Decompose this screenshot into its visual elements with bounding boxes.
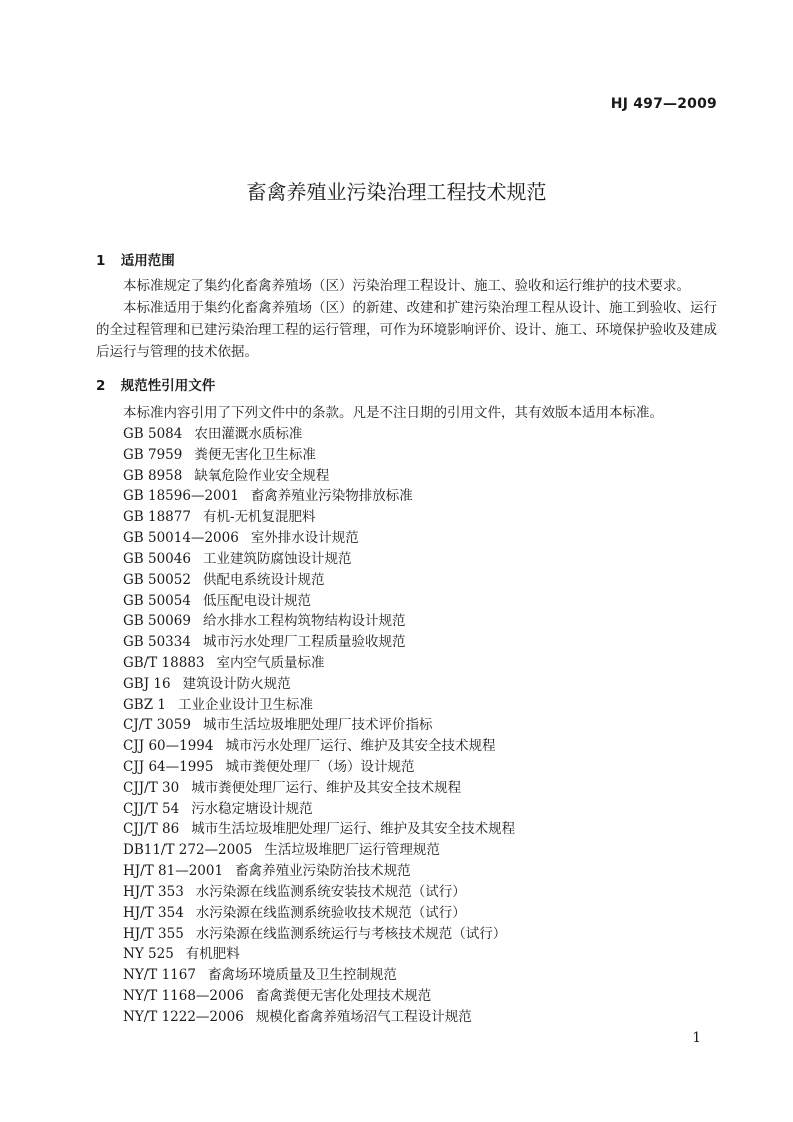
reference-code: GBZ 1 [123, 696, 166, 713]
reference-title: 生活垃圾堆肥厂运行管理规范 [264, 842, 440, 859]
reference-title: 供配电系统设计规范 [202, 571, 325, 588]
section-title: 规范性引用文件 [120, 378, 216, 394]
reference-title: 农田灌溉水质标准 [194, 426, 303, 442]
reference-item [123, 819, 515, 840]
reference-code: GB 7959 [123, 446, 183, 463]
reference-item [123, 695, 515, 716]
reference-title: 畜禽场环境质量及卫生控制规范 [207, 967, 397, 984]
reference-item [123, 903, 515, 924]
reference-title: 畜禽养殖业污染防治技术规范 [235, 863, 411, 880]
reference-code: GBJ 16 [123, 675, 171, 692]
reference-item [123, 445, 515, 466]
reference-item [123, 507, 515, 528]
reference-code: NY/T 1222—2006 [123, 1008, 244, 1025]
reference-item [123, 799, 515, 820]
reference-item [123, 653, 515, 674]
reference-item [123, 528, 515, 549]
reference-code: NY/T 1168—2006 [123, 987, 244, 1004]
reference-item [123, 840, 515, 861]
reference-title: 畜禽养殖业污染物排放标准 [250, 488, 413, 505]
reference-title: 水污染源在线监测系统运行与考核技术规范（试行） [195, 925, 507, 942]
section-title: 适用范围 [120, 253, 175, 269]
document-title: 畜禽养殖业污染治理工程技术规范 [246, 180, 547, 204]
reference-code: GB 18596—2001 [123, 488, 239, 505]
reference-title: 水污染源在线监测系统安装技术规范（试行） [195, 883, 466, 900]
reference-code: HJ/T 354 [123, 904, 184, 921]
reference-code: CJJ 64—1995 [123, 759, 214, 775]
reference-title: 城市粪便处理厂运行、维护及其安全技术规程 [191, 779, 462, 796]
reference-item [123, 986, 515, 1007]
reference-code: GB 50014—2006 [123, 530, 239, 547]
paragraph: 本标准规定了集约化畜禽养殖场（区）污染治理工程设计、施工、验收和运行维护的技术要求。 [123, 278, 690, 294]
reference-item [123, 632, 515, 653]
reference-title: 建筑设计防火规范 [182, 675, 291, 692]
reference-title: 粪便无害化卫生标准 [194, 446, 316, 463]
paragraph: 本标准内容引用了下列文件中的条款。凡是不注日期的引用文件，其有效版本适用本标准。 [123, 405, 663, 421]
reference-item [123, 965, 515, 986]
reference-code: GB 50334 [123, 634, 191, 651]
reference-list [123, 424, 515, 1028]
reference-title: 城市污水处理厂工程质量验收规范 [202, 634, 406, 651]
reference-code: DB11/T 272—2005 [123, 842, 253, 859]
paragraph: 本标准适用于集约化畜禽养殖场（区）的新建、改建和扩建污染治理工程从设计、施工到验收、运行的全过程管理和已建污染治理工程的运行管理，可作为环境影响评价、设计、施工、环境保护验收及建成后运行与管理的技术依据。 [96, 300, 717, 360]
reference-code: GB 50052 [123, 571, 191, 588]
reference-title: 有机-无机复混肥料 [202, 509, 316, 526]
reference-code: NY/T 1167 [123, 967, 196, 984]
reference-title: 污水稳定塘设计规范 [191, 800, 313, 817]
reference-title: 室外排水设计规范 [250, 530, 359, 547]
reference-code: GB 18877 [123, 509, 191, 526]
section-number: 1 [96, 253, 106, 269]
reference-item [123, 736, 515, 757]
reference-title: 低压配电设计规范 [202, 592, 311, 609]
reference-item [123, 570, 515, 591]
reference-title: 城市生活垃圾堆肥处理厂技术评价指标 [202, 717, 433, 734]
reference-item [123, 924, 515, 945]
reference-title: 给水排水工程构筑物结构设计规范 [202, 613, 406, 630]
reference-code: HJ/T 355 [123, 925, 184, 942]
reference-code: NY 525 [123, 946, 174, 963]
reference-code: GB/T 18883 [123, 654, 205, 671]
reference-item [123, 882, 515, 903]
reference-title: 有机肥料 [185, 946, 240, 963]
reference-code: GB 8958 [123, 467, 183, 484]
reference-title: 水污染源在线监测系统验收技术规范（试行） [195, 904, 466, 921]
reference-title: 规模化畜禽养殖场沼气工程设计规范 [255, 1008, 472, 1025]
section-number: 2 [96, 378, 106, 394]
reference-item [123, 715, 515, 736]
reference-code: HJ/T 353 [123, 883, 184, 900]
reference-item [123, 424, 515, 445]
reference-item [123, 591, 515, 612]
reference-item [123, 757, 515, 778]
page-number: 1 [692, 1030, 701, 1046]
reference-item [123, 466, 515, 487]
standard-code: HJ 497—2009 [610, 96, 717, 112]
reference-item [123, 778, 515, 799]
reference-item [123, 486, 515, 507]
reference-code: CJJ 60—1994 [123, 738, 214, 755]
reference-item [123, 1007, 515, 1028]
reference-item [123, 944, 515, 965]
reference-code: HJ/T 81—2001 [123, 863, 224, 880]
section-heading [96, 249, 175, 269]
reference-code: GB 5084 [123, 426, 183, 442]
reference-code: GB 50069 [123, 613, 191, 630]
reference-title: 工业企业设计卫生标准 [177, 696, 313, 713]
reference-title: 室内空气质量标准 [216, 654, 325, 671]
reference-title: 缺氧危险作业安全规程 [194, 467, 330, 484]
reference-item [123, 611, 515, 632]
reference-item [123, 861, 515, 882]
reference-code: CJJ/T 54 [123, 800, 180, 817]
reference-title: 工业建筑防腐蚀设计规范 [202, 550, 352, 567]
section-heading [96, 374, 215, 394]
reference-title: 畜禽粪便无害化处理技术规范 [255, 987, 432, 1004]
reference-code: GB 50046 [123, 550, 191, 567]
reference-item [123, 549, 515, 570]
reference-code: GB 50054 [123, 592, 191, 609]
reference-code: CJ/T 3059 [123, 717, 191, 734]
reference-code: CJJ/T 30 [123, 779, 180, 796]
reference-title: 城市污水处理厂运行、维护及其安全技术规程 [225, 738, 496, 755]
reference-item [123, 674, 515, 695]
reference-code: CJJ/T 86 [123, 821, 180, 838]
reference-title: 城市粪便处理厂（场）设计规范 [225, 759, 415, 775]
reference-title: 城市生活垃圾堆肥处理厂运行、维护及其安全技术规程 [191, 821, 516, 838]
